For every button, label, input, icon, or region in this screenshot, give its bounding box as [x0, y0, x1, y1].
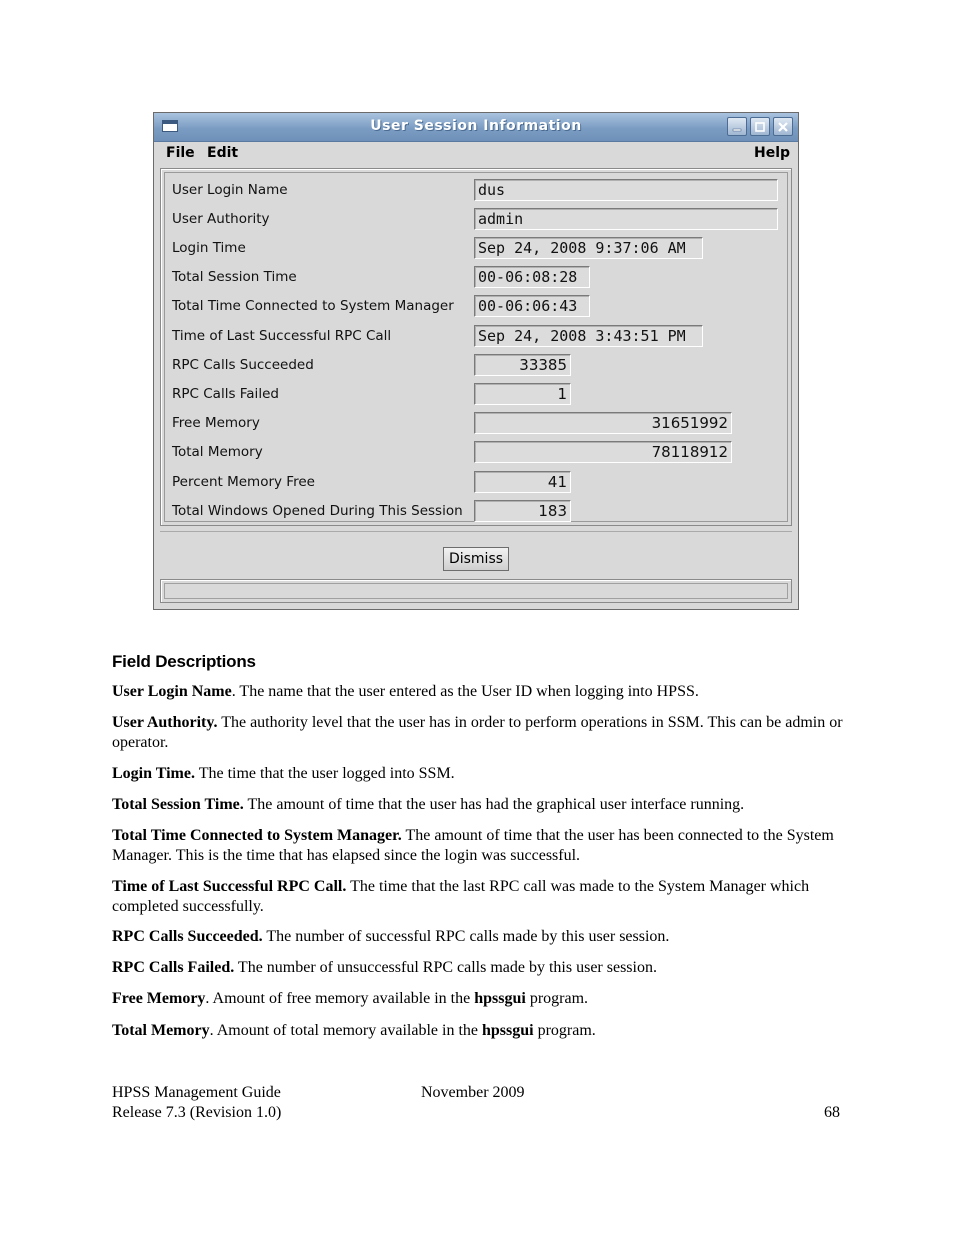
field-label: User Authority — [172, 211, 270, 227]
desc-total-session-time: Total Session Time. The amount of time that the user has had the graphical user interface running. — [112, 796, 745, 813]
desc-free-memory: Free Memory. Amount of free memory available in the hpssgui program. — [112, 990, 589, 1007]
footer-release: Release 7.3 (Revision 1.0) — [112, 1104, 282, 1121]
desc-user-authority: User Authority. The authority level that the user has in order to perform operations in SSM. This can be admin or operator. — [112, 714, 843, 751]
field-value[interactable]: Sep 24, 2008 9:37:06 AM — [474, 237, 703, 259]
desc-last-rpc-call: Time of Last Successful RPC Call. The time that the last RPC call was made to the System Manager which completed successfully. — [112, 878, 810, 915]
field-label: Time of Last Successful RPC Call — [172, 328, 392, 344]
desc-login-time: Login Time. The time that the user logged into SSM. — [112, 765, 455, 782]
desc-user-login-name: User Login Name. The name that the user entered as the User ID when logging into HPSS. — [112, 683, 699, 700]
menu-bar — [154, 142, 798, 166]
field-value[interactable]: 78118912 — [474, 441, 732, 463]
footer-guide-title: HPSS Management Guide — [112, 1084, 281, 1101]
field-value[interactable]: 33385 — [474, 354, 571, 376]
maximize-icon — [754, 121, 766, 133]
desc-total-time-connected: Total Time Connected to System Manager. The amount of time that the user has been connected to the System Manager. This is the time that has elapsed since the login was successful. — [112, 827, 834, 864]
field-value[interactable]: admin — [474, 208, 778, 230]
footer-date: November 2009 — [421, 1084, 525, 1101]
field-label: Total Windows Opened During This Session — [172, 503, 463, 519]
dismiss-button[interactable]: Dismiss — [443, 547, 509, 571]
close-icon — [777, 121, 789, 133]
field-label: Percent Memory Free — [172, 474, 315, 490]
user-session-window — [153, 112, 799, 610]
section-heading: Field Descriptions — [112, 652, 256, 671]
field-label: Total Session Time — [172, 269, 297, 285]
field-label: RPC Calls Failed — [172, 386, 279, 402]
field-value[interactable]: Sep 24, 2008 3:43:51 PM — [474, 325, 703, 347]
field-value[interactable]: 1 — [474, 383, 571, 405]
session-info-panel — [160, 168, 792, 526]
field-value[interactable]: dus — [474, 179, 778, 201]
menu-help[interactable]: Help — [754, 145, 791, 161]
window-title: User Session Information — [370, 118, 582, 134]
field-value[interactable]: 41 — [474, 471, 571, 493]
field-label: RPC Calls Succeeded — [172, 357, 314, 373]
menu-file[interactable]: File — [166, 145, 195, 161]
status-bar — [160, 579, 792, 603]
field-label: User Login Name — [172, 182, 288, 198]
field-value[interactable]: 31651992 — [474, 412, 732, 434]
desc-rpc-calls-succeeded: RPC Calls Succeeded. The number of successful RPC calls made by this user session. — [112, 928, 670, 945]
field-label: Free Memory — [172, 415, 260, 431]
maximize-button[interactable] — [750, 117, 770, 136]
desc-total-memory: Total Memory. Amount of total memory available in the hpssgui program. — [112, 1022, 596, 1039]
minimize-icon — [731, 121, 743, 133]
close-button[interactable] — [773, 117, 793, 136]
field-label: Total Time Connected to System Manager — [172, 298, 454, 314]
menu-edit[interactable]: Edit — [207, 145, 239, 161]
footer-page-number: 68 — [824, 1104, 840, 1121]
button-area — [160, 531, 792, 604]
field-value[interactable]: 00-06:06:43 — [474, 295, 590, 317]
field-value[interactable]: 00-06:08:28 — [474, 266, 590, 288]
field-label: Login Time — [172, 240, 246, 256]
field-label: Total Memory — [172, 444, 263, 460]
minimize-button[interactable] — [727, 117, 747, 136]
field-value[interactable]: 183 — [474, 500, 571, 522]
title-bar[interactable] — [154, 113, 798, 142]
desc-rpc-calls-failed: RPC Calls Failed. The number of unsuccessful RPC calls made by this user session. — [112, 959, 657, 976]
